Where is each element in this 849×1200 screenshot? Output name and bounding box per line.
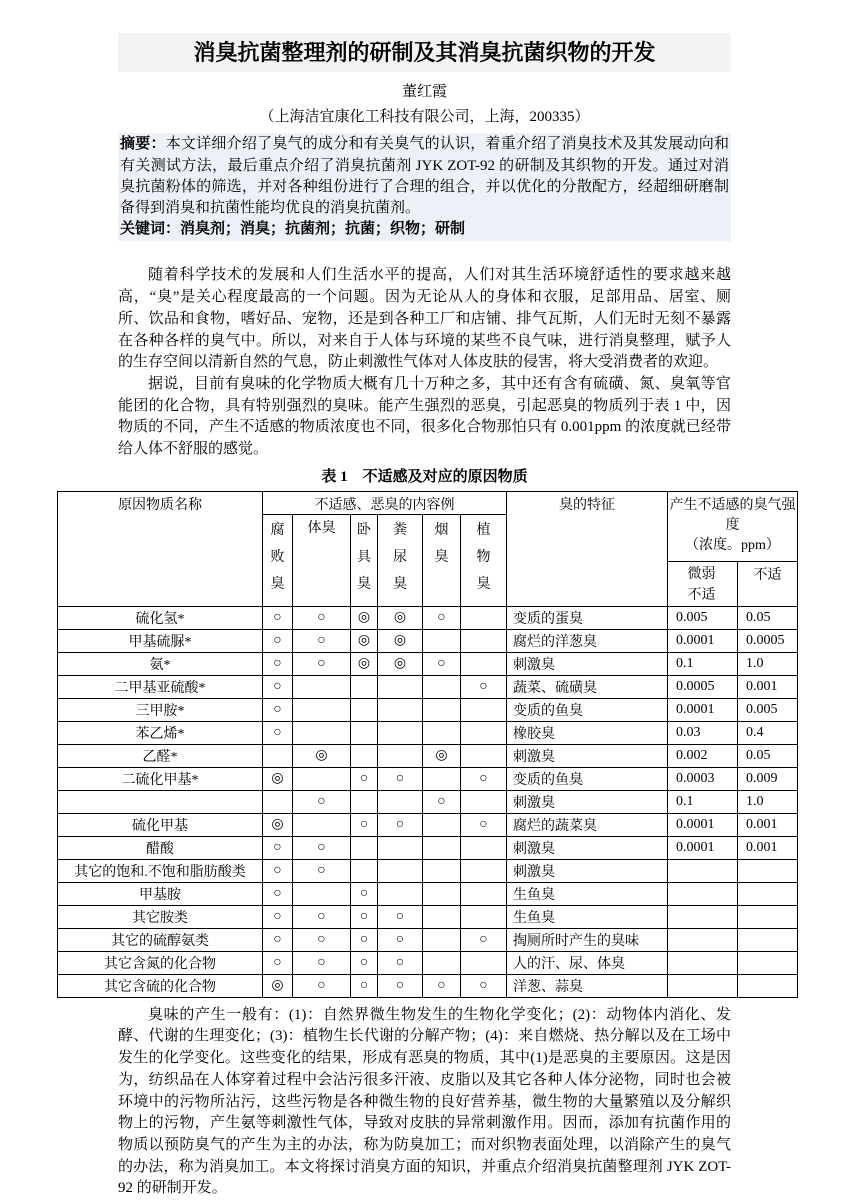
discomfort-mark-cell: ○ bbox=[263, 928, 293, 951]
discomfort-mark-cell bbox=[293, 882, 351, 905]
header-smoke-odor: 烟臭 bbox=[423, 514, 461, 606]
discomfort-mark-cell bbox=[293, 767, 351, 790]
abstract-label: 摘要： bbox=[120, 136, 166, 153]
discomfort-mark-cell: ○ bbox=[423, 790, 461, 813]
paragraph-3: 臭味的产生一般有：(1)：自然界微生物发生的生物化学变化；(2)：动物体内消化、发酵、代谢的生理变化；(3)：植物生长代谢的分解产物；(4)：来自燃烧、热分解以及在工场中发生的化学变化。这些变化的结果，形成有恶臭的物质，其中(1)是恶臭的主要原因。这是因为，纺织品在人体穿着过程中会沾污很多汗液、皮脂以及其它各种人体分泌物，同时也会被环境中的污物所沾污，这些污物是各种微生物的良好营养基，微生物的大量繁殖以及分解织物上的污物，产生氨等刺激性气体，导致对皮肤的异常刺激作用。因而，添加有抗菌作用的物质以预防臭气的产生为主的办法，称为防臭加工；而对织物表面处理，以消除产生的臭气的办法，称为消臭加工。本文将探讨消臭方面的知识，并重点介绍消臭抗菌整理剂 JYK ZOT-92 的研制开发。 bbox=[118, 1006, 731, 1197]
table-row bbox=[58, 905, 798, 928]
discomfort-mark-cell: ◎ bbox=[378, 652, 423, 675]
discomfort-mark-cell: ○ bbox=[263, 721, 293, 744]
discomfort-mark-cell bbox=[263, 744, 293, 767]
discomfort-mark-cell bbox=[461, 859, 507, 882]
table-row bbox=[58, 721, 798, 744]
odor-characteristic-cell: 刺激臭 bbox=[507, 836, 668, 859]
table-row bbox=[58, 744, 798, 767]
discomfort-mark-cell: ◎ bbox=[378, 629, 423, 652]
discomfort-mark-cell bbox=[461, 721, 507, 744]
substance-name-cell: 苯乙烯* bbox=[58, 721, 263, 744]
discomfort-mark-cell bbox=[461, 905, 507, 928]
table-row bbox=[58, 790, 798, 813]
concentration-cell: 0.05 bbox=[738, 744, 798, 767]
concentration-cell: 0.1 bbox=[668, 790, 738, 813]
discomfort-mark-cell: ○ bbox=[263, 859, 293, 882]
header-discomfort: 不适 bbox=[738, 561, 798, 606]
odor-characteristic-cell: 刺激臭 bbox=[507, 744, 668, 767]
discomfort-mark-cell: ○ bbox=[263, 698, 293, 721]
discomfort-mark-cell bbox=[351, 744, 378, 767]
concentration-cell: 0.4 bbox=[738, 721, 798, 744]
discomfort-mark-cell bbox=[263, 790, 293, 813]
discomfort-mark-cell bbox=[378, 836, 423, 859]
discomfort-mark-cell: ○ bbox=[263, 675, 293, 698]
concentration-cell: 1.0 bbox=[738, 790, 798, 813]
abstract-paragraph bbox=[120, 134, 729, 219]
odor-characteristic-cell: 人的汗、尿、体臭 bbox=[507, 951, 668, 974]
discomfort-mark-cell: ○ bbox=[263, 836, 293, 859]
discomfort-mark-cell: ○ bbox=[263, 951, 293, 974]
discomfort-mark-cell: ○ bbox=[423, 652, 461, 675]
discomfort-mark-cell bbox=[423, 767, 461, 790]
discomfort-mark-cell: ◎ bbox=[263, 767, 293, 790]
odor-characteristic-cell: 腐烂的蔬菜臭 bbox=[507, 813, 668, 836]
keywords-text: 消臭剂；消臭；抗菌剂；抗菌；织物；研制 bbox=[180, 221, 466, 238]
discomfort-mark-cell: ○ bbox=[293, 836, 351, 859]
header-putrid-odor: 腐败臭 bbox=[263, 514, 293, 606]
concentration-cell bbox=[668, 928, 738, 951]
discomfort-mark-cell: ○ bbox=[263, 652, 293, 675]
discomfort-mark-cell bbox=[351, 836, 378, 859]
discomfort-mark-cell: ◎ bbox=[293, 744, 351, 767]
concentration-cell: 0.0005 bbox=[738, 629, 798, 652]
discomfort-mark-cell bbox=[293, 721, 351, 744]
discomfort-mark-cell: ○ bbox=[461, 813, 507, 836]
table-row bbox=[58, 698, 798, 721]
discomfort-mark-cell bbox=[293, 813, 351, 836]
header-odor-characteristic: 臭的特征 bbox=[507, 491, 668, 606]
concentration-cell: 0.005 bbox=[738, 698, 798, 721]
substance-name-cell: 三甲胺* bbox=[58, 698, 263, 721]
substance-name-cell: 其它的硫醇氨类 bbox=[58, 928, 263, 951]
concentration-cell: 0.03 bbox=[668, 721, 738, 744]
concentration-cell: 0.001 bbox=[738, 675, 798, 698]
discomfort-mark-cell: ○ bbox=[293, 790, 351, 813]
odor-characteristic-cell: 刺激臭 bbox=[507, 790, 668, 813]
substance-name-cell: 二甲基亚硫酸* bbox=[58, 675, 263, 698]
discomfort-mark-cell bbox=[461, 836, 507, 859]
discomfort-mark-cell bbox=[461, 790, 507, 813]
substance-name-cell: 硫化甲基 bbox=[58, 813, 263, 836]
header-weak-discomfort: 微弱不适 bbox=[668, 561, 738, 606]
concentration-cell: 0.05 bbox=[738, 606, 798, 629]
concentration-cell bbox=[668, 859, 738, 882]
concentration-cell bbox=[668, 951, 738, 974]
concentration-cell: 0.0001 bbox=[668, 698, 738, 721]
table-row bbox=[58, 652, 798, 675]
concentration-cell: 0.0001 bbox=[668, 836, 738, 859]
concentration-cell: 0.005 bbox=[668, 606, 738, 629]
concentration-cell bbox=[738, 882, 798, 905]
discomfort-mark-cell bbox=[378, 882, 423, 905]
discomfort-mark-cell bbox=[423, 951, 461, 974]
discomfort-mark-cell: ○ bbox=[293, 652, 351, 675]
discomfort-mark-cell: ○ bbox=[351, 813, 378, 836]
discomfort-mark-cell bbox=[423, 698, 461, 721]
discomfort-mark-cell: ○ bbox=[461, 928, 507, 951]
discomfort-mark-cell: ○ bbox=[293, 859, 351, 882]
discomfort-mark-cell bbox=[461, 606, 507, 629]
discomfort-mark-cell: ◎ bbox=[351, 606, 378, 629]
table-row bbox=[58, 813, 798, 836]
discomfort-mark-cell bbox=[423, 836, 461, 859]
header-bedding-odor: 卧具臭 bbox=[351, 514, 378, 606]
discomfort-mark-cell: ◎ bbox=[351, 652, 378, 675]
discomfort-mark-cell: ○ bbox=[263, 629, 293, 652]
header-substance-name: 原因物质名称 bbox=[58, 491, 263, 606]
concentration-cell bbox=[668, 905, 738, 928]
discomfort-mark-cell bbox=[423, 905, 461, 928]
header-body-odor: 体臭 bbox=[293, 514, 351, 606]
odor-characteristic-cell: 刺激臭 bbox=[507, 652, 668, 675]
odor-characteristic-cell: 变质的鱼臭 bbox=[507, 698, 668, 721]
concentration-cell bbox=[668, 974, 738, 997]
odor-characteristic-cell: 刺激臭 bbox=[507, 859, 668, 882]
discomfort-mark-cell: ◎ bbox=[378, 606, 423, 629]
table-row bbox=[58, 606, 798, 629]
header-excrement-odor: 粪尿臭 bbox=[378, 514, 423, 606]
discomfort-mark-cell bbox=[423, 813, 461, 836]
paragraph-2: 据说，目前有臭味的化学物质大概有几十万种之多，其中还有含有硫磺、氮、臭氧等官能团的化合物，具有特别强烈的臭味。能产生强烈的恶臭，引起恶臭的物质列于表 1 中，因物质的不同，产生不适感的物质浓度也不同，很多化合物那怕只有 0.001ppm 的浓度就已经带给人体不舒服的感觉。 bbox=[118, 375, 731, 458]
discomfort-mark-cell: ○ bbox=[461, 974, 507, 997]
discomfort-mark-cell bbox=[423, 721, 461, 744]
abstract-text: 本文详细介绍了臭气的成分和有关臭气的认识，着重介绍了消臭技术及其发展动向和有关测试方法，最后重点介绍了消臭抗菌剂 JYK ZOT-92 的研制及其织物的开发。通过对消臭抗菌粉体的筛选，并对各种组份进行了合理的组合，并以优化的分散配方，经超细研磨制备得到消臭和抗菌性能均优良的消臭抗菌剂。 bbox=[120, 136, 729, 216]
discomfort-mark-cell bbox=[378, 859, 423, 882]
concentration-cell bbox=[738, 859, 798, 882]
discomfort-mark-cell bbox=[423, 882, 461, 905]
discomfort-mark-cell: ○ bbox=[423, 974, 461, 997]
keywords-line bbox=[120, 219, 729, 240]
substance-name-cell: 氨* bbox=[58, 652, 263, 675]
discomfort-mark-cell bbox=[351, 859, 378, 882]
substance-name-cell bbox=[58, 790, 263, 813]
author-name: 董红霞 bbox=[401, 84, 447, 101]
discomfort-mark-cell: ◎ bbox=[263, 813, 293, 836]
odor-characteristic-cell: 橡胶臭 bbox=[507, 721, 668, 744]
discomfort-mark-cell bbox=[351, 698, 378, 721]
substance-name-cell: 乙醛* bbox=[58, 744, 263, 767]
concentration-cell: 0.0001 bbox=[668, 813, 738, 836]
odor-characteristic-cell: 洋葱、蒜臭 bbox=[507, 974, 668, 997]
discomfort-mark-cell: ◎ bbox=[423, 744, 461, 767]
substance-name-cell: 其它含氮的化合物 bbox=[58, 951, 263, 974]
odor-characteristic-cell: 蔬菜、硫磺臭 bbox=[507, 675, 668, 698]
discomfort-mark-cell: ○ bbox=[293, 928, 351, 951]
header-discomfort-group: 不适感、恶臭的内容例 bbox=[263, 491, 507, 514]
discomfort-mark-cell bbox=[423, 928, 461, 951]
discomfort-mark-cell: ○ bbox=[461, 675, 507, 698]
discomfort-mark-cell bbox=[378, 698, 423, 721]
discomfort-mark-cell: ○ bbox=[378, 951, 423, 974]
discomfort-mark-cell: ○ bbox=[351, 905, 378, 928]
header-intensity-unit: （浓度。ppm） bbox=[685, 537, 780, 553]
header-intensity-group bbox=[668, 491, 798, 561]
odor-characteristic-cell: 腐烂的洋葱臭 bbox=[507, 629, 668, 652]
discomfort-mark-cell: ○ bbox=[351, 767, 378, 790]
discomfort-mark-cell: ○ bbox=[293, 606, 351, 629]
concentration-cell: 0.002 bbox=[668, 744, 738, 767]
substance-table-body bbox=[58, 606, 798, 997]
concentration-cell: 1.0 bbox=[738, 652, 798, 675]
discomfort-mark-cell: ○ bbox=[293, 629, 351, 652]
discomfort-mark-cell: ○ bbox=[461, 767, 507, 790]
header-intensity-title: 产生不适感的臭气强度 bbox=[669, 497, 796, 533]
discomfort-mark-cell bbox=[423, 675, 461, 698]
table-row bbox=[58, 629, 798, 652]
discomfort-mark-cell bbox=[461, 652, 507, 675]
discomfort-mark-cell: ○ bbox=[378, 905, 423, 928]
discomfort-mark-cell bbox=[461, 629, 507, 652]
table-row bbox=[58, 928, 798, 951]
keywords-label: 关键词： bbox=[120, 221, 181, 238]
discomfort-mark-cell: ○ bbox=[351, 882, 378, 905]
discomfort-mark-cell: ○ bbox=[293, 974, 351, 997]
discomfort-mark-cell bbox=[461, 882, 507, 905]
discomfort-mark-cell bbox=[351, 675, 378, 698]
odor-characteristic-cell: 掏厕所时产生的臭味 bbox=[507, 928, 668, 951]
table-row bbox=[58, 675, 798, 698]
substance-table bbox=[57, 491, 798, 998]
document-title: 消臭抗菌整理剂的研制及其消臭抗菌织物的开发 bbox=[193, 40, 656, 65]
discomfort-mark-cell bbox=[378, 744, 423, 767]
substance-name-cell: 其它含硫的化合物 bbox=[58, 974, 263, 997]
discomfort-mark-cell: ○ bbox=[351, 951, 378, 974]
title-band bbox=[118, 33, 731, 72]
discomfort-mark-cell bbox=[351, 790, 378, 813]
concentration-cell: 0.1 bbox=[668, 652, 738, 675]
discomfort-mark-cell: ○ bbox=[263, 606, 293, 629]
table-row bbox=[58, 836, 798, 859]
discomfort-mark-cell bbox=[461, 744, 507, 767]
odor-characteristic-cell: 生鱼臭 bbox=[507, 905, 668, 928]
discomfort-mark-cell: ○ bbox=[378, 767, 423, 790]
concentration-cell bbox=[738, 951, 798, 974]
discomfort-mark-cell: ○ bbox=[293, 905, 351, 928]
discomfort-mark-cell bbox=[293, 698, 351, 721]
concentration-cell: 0.0005 bbox=[668, 675, 738, 698]
discomfort-mark-cell bbox=[293, 675, 351, 698]
concentration-cell bbox=[738, 928, 798, 951]
concentration-cell: 0.001 bbox=[738, 813, 798, 836]
table-row bbox=[58, 951, 798, 974]
substance-name-cell: 其它的饱和.不饱和脂肪酸类 bbox=[58, 859, 263, 882]
odor-characteristic-cell: 变质的鱼臭 bbox=[507, 767, 668, 790]
table-row bbox=[58, 974, 798, 997]
odor-characteristic-cell: 生鱼臭 bbox=[507, 882, 668, 905]
discomfort-mark-cell: ○ bbox=[378, 928, 423, 951]
concentration-cell: 0.009 bbox=[738, 767, 798, 790]
discomfort-mark-cell: ○ bbox=[378, 813, 423, 836]
substance-name-cell: 硫化氢* bbox=[58, 606, 263, 629]
concentration-cell bbox=[738, 905, 798, 928]
discomfort-mark-cell bbox=[461, 698, 507, 721]
discomfort-mark-cell: ○ bbox=[351, 928, 378, 951]
discomfort-mark-cell: ◎ bbox=[263, 974, 293, 997]
concentration-cell: 0.0001 bbox=[668, 629, 738, 652]
affiliation: （上海洁宜康化工科技有限公司，上海，200335） bbox=[259, 109, 590, 126]
discomfort-mark-cell: ○ bbox=[293, 951, 351, 974]
discomfort-mark-cell: ○ bbox=[263, 882, 293, 905]
discomfort-mark-cell bbox=[351, 721, 378, 744]
concentration-cell bbox=[668, 882, 738, 905]
abstract-block bbox=[118, 133, 731, 241]
discomfort-mark-cell: ○ bbox=[351, 974, 378, 997]
odor-characteristic-cell: 变质的蛋臭 bbox=[507, 606, 668, 629]
discomfort-mark-cell bbox=[461, 951, 507, 974]
table-row bbox=[58, 882, 798, 905]
discomfort-mark-cell bbox=[423, 629, 461, 652]
discomfort-mark-cell bbox=[378, 721, 423, 744]
substance-name-cell: 二硫化甲基* bbox=[58, 767, 263, 790]
substance-name-cell: 醋酸 bbox=[58, 836, 263, 859]
header-plant-odor: 植物臭 bbox=[461, 514, 507, 606]
discomfort-mark-cell: ○ bbox=[423, 606, 461, 629]
substance-name-cell: 甲基胺 bbox=[58, 882, 263, 905]
concentration-cell: 0.001 bbox=[738, 836, 798, 859]
table-row bbox=[58, 767, 798, 790]
discomfort-mark-cell bbox=[423, 859, 461, 882]
concentration-cell bbox=[738, 974, 798, 997]
discomfort-mark-cell: ○ bbox=[263, 905, 293, 928]
table-row bbox=[58, 859, 798, 882]
substance-name-cell: 其它胺类 bbox=[58, 905, 263, 928]
concentration-cell: 0.0003 bbox=[668, 767, 738, 790]
paragraph-1: 随着科学技术的发展和人们生活水平的提高，人们对其生活环境舒适性的要求越来越高，“臭”是关心程度最高的一个问题。因为无论从人的身体和衣服，足部用品、居室、厕所、饮品和食物，嗜好品、宠物，还是到各种工厂和店铺、排气瓦斯，人们无时无刻不暴露在各种各样的臭气中。所以，对来自于人体与环境的某些不良气味，进行消臭整理，赋予人的生存空间以清新自然的气息，防止刺激性气体对人体皮肤的侵害，将大受消费者的欢迎。 bbox=[118, 267, 731, 371]
substance-name-cell: 甲基硫脲* bbox=[58, 629, 263, 652]
discomfort-mark-cell bbox=[378, 790, 423, 813]
discomfort-mark-cell: ◎ bbox=[351, 629, 378, 652]
discomfort-mark-cell bbox=[378, 675, 423, 698]
table-caption: 表 1 不适感及对应的原因物质 bbox=[321, 468, 528, 485]
discomfort-mark-cell: ○ bbox=[378, 974, 423, 997]
